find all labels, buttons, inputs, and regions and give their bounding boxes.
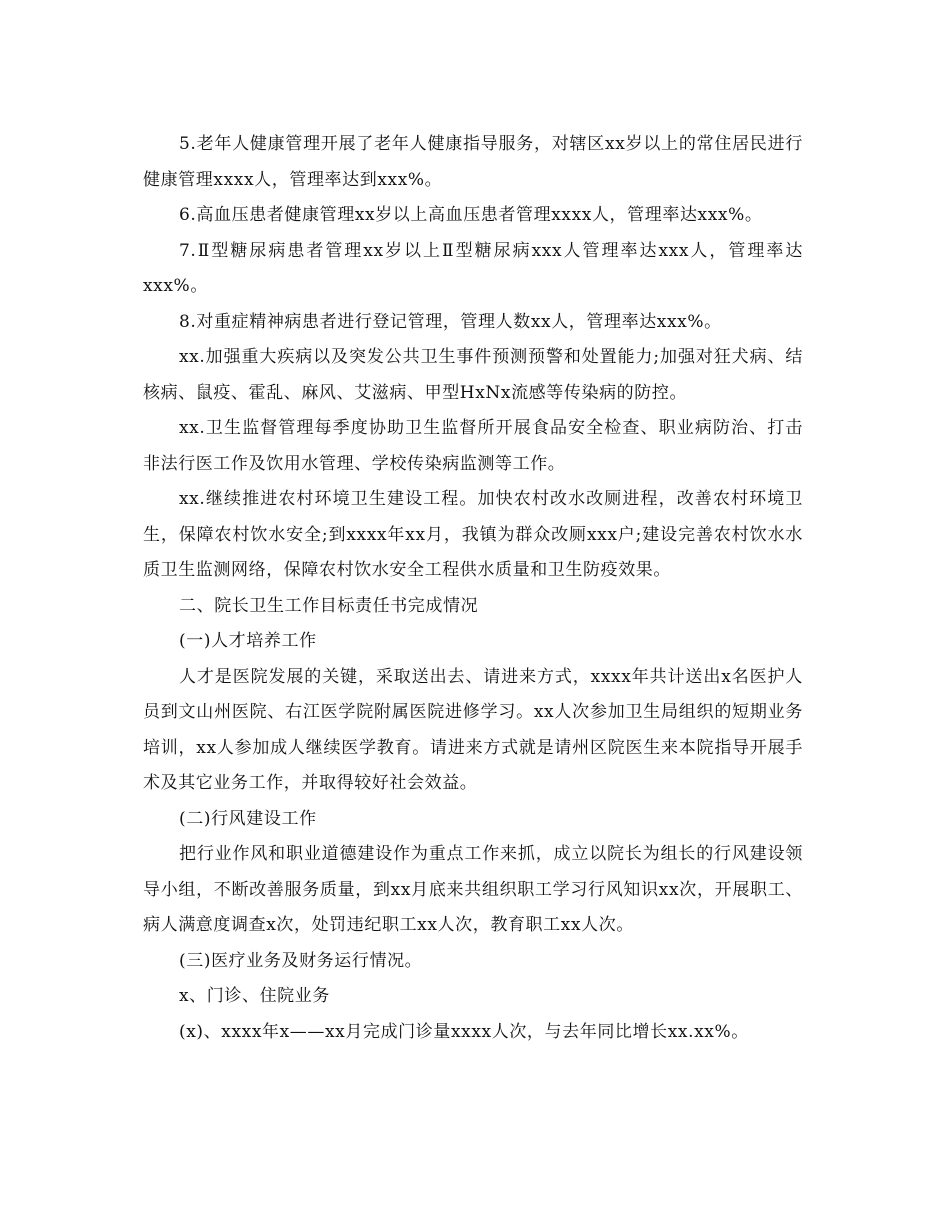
paragraph-health-supervision: xx.卫生监督管理每季度协助卫生监督所开展食品安全检查、职业病防治、打击非法行医工作及饮用水管理、学校传染病监测等工作。	[143, 418, 803, 474]
paragraph-hypertension: 6.高血压患者健康管理xx岁以上高血压患者管理xxxx人，管理率达xxx%。	[179, 205, 763, 225]
paragraph-elderly-health: 5.老年人健康管理开展了老年人健康指导服务，对辖区xx岁以上的常住居民进行健康管理xxxx人，管理率达到xxx%。	[143, 134, 803, 190]
paragraph-rural-environment: xx.继续推进农村环境卫生建设工程。加快农村改水改厕进程，改善农村环境卫生，保障农村饮水安全;到xxxx年xx月，我镇为群众改厕xxx户;建设完善农村饮水水质卫生监测网络，保障农村饮水安全工程供水质量和卫生防疫效果。	[143, 489, 803, 580]
paragraph-mental-illness: 8.对重症精神病患者进行登记管理，管理人数xx人，管理率达xxx%。	[179, 311, 722, 332]
subheading-talent-training: (一)人才培养工作	[179, 631, 317, 651]
paragraph-diabetes: 7.Ⅱ型糖尿病患者管理xx岁以上Ⅱ型糖尿病xxx人管理率达xxx人，管理率达xxx%。	[143, 240, 803, 296]
document-body	[143, 127, 803, 1050]
subheading-outpatient-inpatient: x、门诊、住院业务	[179, 986, 330, 1006]
paragraph-conduct-building: 把行业作风和职业道德建设作为重点工作来抓，成立以院长为组长的行风建设领导小组，不断改善服务质量，到xx月底来共组织职工学习行风知识xx次，开展职工、病人满意度调查x次，处罚违纪职工xx人次，教育职工xx人次。	[143, 844, 803, 935]
subheading-medical-finance: (三)医疗业务及财务运行情况。	[179, 950, 423, 971]
paragraph-outpatient-volume: (x)、xxxx年x——xx月完成门诊量xxxx人次，与去年同比增长xx.xx%。	[179, 1021, 749, 1042]
paragraph-talent-training: 人才是医院发展的关键，采取送出去、请进来方式，xxxx年共计送出x名医护人员到文山州医院、右江医学院附属医院进修学习。xx人次参加卫生局组织的短期业务培训，xx人参加成人继续医学教育。请进来方式就是请州区院医生来本院指导开展手术及其它业务工作，并取得较好社会效益。	[143, 666, 803, 793]
subheading-conduct-building: (二)行风建设工作	[179, 808, 317, 829]
paragraph-disease-control: xx.加强重大疾病以及突发公共卫生事件预测预警和处置能力;加强对狂犬病、结核病、鼠疫、霍乱、麻风、艾滋病、甲型HxNx流感等传染病的防控。	[143, 347, 803, 403]
section-heading-responsibility: 二、院长卫生工作目标责任书完成情况	[179, 595, 479, 616]
